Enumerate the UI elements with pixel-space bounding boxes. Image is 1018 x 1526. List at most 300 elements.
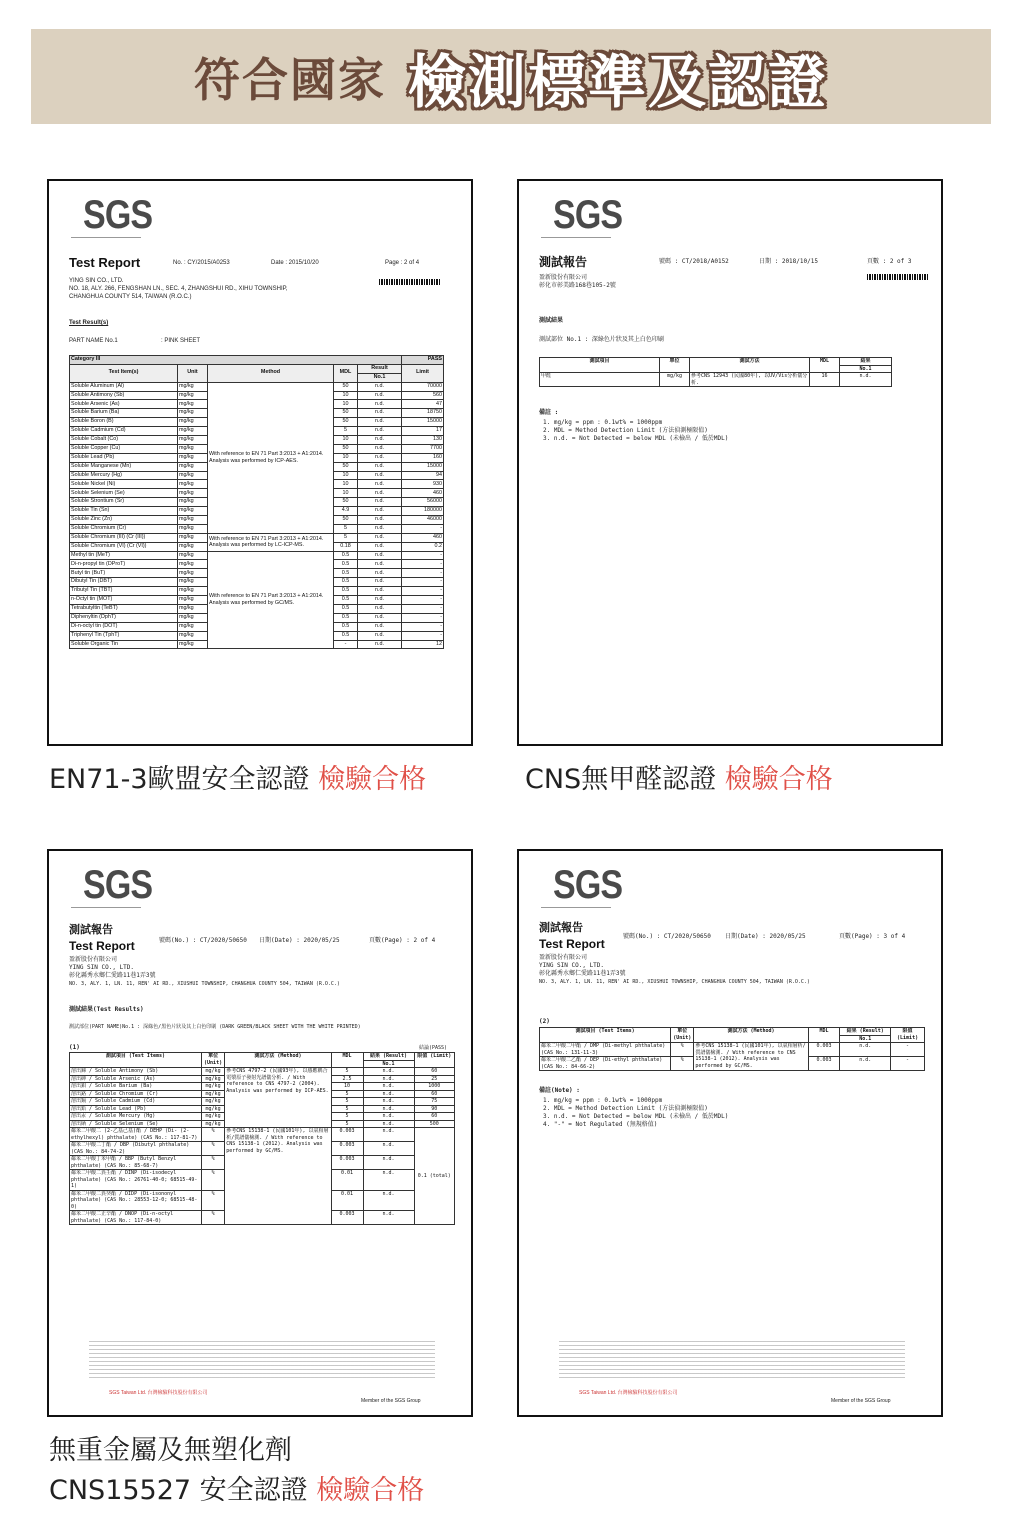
row-result: n.d. [358,560,402,569]
header-unit: 單位 [660,358,690,373]
row-mdl: 50 [334,462,358,471]
footer-company: SGS Taiwan Ltd. 台灣檢驗科技股份有限公司 [579,1390,678,1396]
row-unit: mg/kg [178,400,208,409]
row-item: Soluble Antimony (Sb) [70,391,178,400]
row-mdl: 5 [331,1090,363,1098]
row-item: Soluble Nickel (Ni) [70,480,178,489]
row-unit: mg/kg [178,516,208,525]
row-result: n.d. [363,1105,414,1113]
row-mdl: 5 [331,1068,363,1076]
row-result: n.d. [358,498,402,507]
report-page: 頁數 : 2 of 3 [867,258,912,265]
report-number: No. : CY/2015/A0253 [173,260,230,266]
row-unit: mg/kg [201,1068,224,1076]
row-item: Soluble Copper (Cu) [70,444,178,453]
report-page: Page : 2 of 4 [385,260,420,266]
row-mdl: 0.003 [331,1211,363,1225]
note-item: 3. n.d. = Not Detected = below MDL (未檢出 / 低於MDL) [543,1113,729,1120]
row-unit: % [201,1170,224,1191]
footer-company: SGS Taiwan Ltd. 台灣檢驗科技股份有限公司 [109,1390,208,1396]
row-mdl: 2.5 [331,1075,363,1083]
row-item: Soluble Cadmium (Cd) [70,427,178,436]
company-name: YING SIN CO., LTD. [69,278,124,284]
row-unit: mg/kg [201,1105,224,1113]
row-unit: mg/kg [178,498,208,507]
row-unit: mg/kg [178,533,208,542]
row-unit: mg/kg [178,427,208,436]
row-limit: 94 [402,471,444,480]
header-no1: No.1 [358,373,402,382]
row-mdl: 50 [334,418,358,427]
row-item: Soluble Organic Tin [70,640,178,649]
row-result: n.d. [363,1211,414,1225]
row-mdl: 0.5 [334,622,358,631]
company-address: 彰化市彰美路168巷105-2號 [539,282,616,289]
row-mdl: 10 [334,436,358,445]
part-name: 測試部位 No.1 : 深綠色片狀及其上白色印刷 [539,336,664,343]
row-item: Butyl tin (BuT) [70,569,178,578]
row-result: n.d. [358,471,402,480]
row-mdl: 10 [331,1083,363,1091]
row-mdl: 0.003 [331,1156,363,1170]
sgs-logo: SGS [83,193,153,237]
notes-title: 備註(Note) : [539,1087,580,1094]
row-mdl: 0.003 [808,1057,840,1071]
report-number: 號碼(No.) : CT/2020/50650 [623,933,711,940]
logo-underline [541,907,611,908]
row-unit: mg/kg [178,560,208,569]
row-limit: 7700 [402,444,444,453]
row-result: n.d. [840,1057,891,1071]
row-method: 參考CNS 15138-1 (民國101年), 以氣相層析/質譜儀檢測. / With reference to CNS 15138-1 (2012). Analysis was performed by GC/MS. [225,1128,331,1225]
section-label: (2) [539,1018,550,1025]
footer-member: Member of the SGS Group [831,1398,891,1404]
row-limit: 60 [414,1090,454,1098]
header-unit: Unit [178,364,208,382]
row-item: 溶出鉛 / Soluble Lead (Pb) [70,1105,202,1113]
report-heading: Test Report [69,255,141,270]
row-mdl: 5 [334,427,358,436]
row-result: n.d. [358,631,402,640]
table-row [70,382,444,391]
banner-prefix: 符合國家 [193,52,386,107]
row-item: Soluble Chromium (VI) (Cr (VI)) [70,542,178,551]
row-unit: mg/kg [178,640,208,649]
header-unit: 單位 (Unit) [201,1053,224,1068]
header-no1: No.1 [840,365,892,373]
note-item: 4. "-" = Not Regulated (無規格值) [543,1121,658,1128]
row-item: 甲醛 [540,373,660,387]
row-limit: - [402,631,444,640]
row-limit: 0.1 (total) [414,1128,454,1225]
en71-results-table [69,355,444,649]
row-limit: 930 [402,480,444,489]
row-unit: mg/kg [178,613,208,622]
row-limit: 460 [402,533,444,542]
row-result: n.d. [358,551,402,560]
row-item: Soluble Mercury (Hg) [70,471,178,480]
row-limit: 500 [414,1120,454,1128]
row-limit: 160 [402,453,444,462]
row-item: Di-n-octyl tin (DOT) [70,622,178,631]
row-item: 鄰苯二甲酸二甲酯 / DMP (Di-methyl phthalate) (CAS No.: 131-11-3) [540,1043,671,1057]
address: NO. 3, ALY. 1, LN. 11, REN' AI RD., XIUSHUI TOWNSHIP, CHANGHUA COUNTY 504, TAIWAN (R.O.C.) [539,979,810,985]
report-page: 頁數(Page) : 2 of 4 [369,937,436,944]
address-zh: 彰化縣秀水鄉仁愛路11巷1弄3號 [539,970,626,977]
row-unit: mg/kg [201,1113,224,1121]
row-limit: 70000 [402,382,444,391]
report-date: 日期 : 2018/10/15 [759,258,818,265]
row-item: 溶出鎘 / Soluble Cadmium (Cd) [70,1098,202,1106]
row-limit: 60 [414,1113,454,1121]
caption-status: 檢驗合格 [316,1475,425,1506]
row-unit: mg/kg [178,418,208,427]
row-item: Soluble Selenium (Se) [70,489,178,498]
notes-title: 備註 : [539,409,559,416]
formaldehyde-table [539,357,892,387]
row-item: Soluble Tin (Sn) [70,507,178,516]
row-result: n.d. [358,613,402,622]
row-result: n.d. [358,569,402,578]
row-mdl: 0.5 [334,596,358,605]
row-result: n.d. [358,427,402,436]
row-mdl: 50 [334,409,358,418]
row-item: Soluble Boron (B) [70,418,178,427]
header-result: 結果 (Result) [840,1028,891,1036]
row-item: Soluble Chromium (Cr) [70,524,178,533]
row-item: Diphenyltin (DphT) [70,613,178,622]
row-result: n.d. [358,409,402,418]
row-unit: mg/kg [178,444,208,453]
row-limit: 15000 [402,462,444,471]
row-item: Soluble Arsenic (As) [70,400,178,409]
company-name: YING SIN CO., LTD. [539,962,605,969]
row-limit: 560 [402,391,444,400]
row-limit: - [402,596,444,605]
row-result: n.d. [363,1075,414,1083]
header-mdl: MDL [331,1053,363,1068]
part-name: 測試部位(PART NAME)No.1 : 深綠色/黑色片狀及其上白色印刷 (DARK GREEN/BLACK SHEET WITH THE WHITE PRINTED) [69,1024,361,1030]
row-mdl: 50 [334,444,358,453]
note-item: 1. mg/kg = ppm : 0.1wt% = 1000ppm [543,419,663,426]
row-mdl: 0.5 [334,578,358,587]
row-item: 鄰苯二甲酸二正辛酯 / DNOP (Di-n-octyl phthalate) (CAS No.: 117-84-0) [70,1211,202,1225]
row-unit: % [201,1142,224,1156]
table-row [70,533,444,542]
row-mdl: 10 [334,489,358,498]
row-unit: mg/kg [178,382,208,391]
row-unit: mg/kg [178,524,208,533]
row-limit: 90 [414,1105,454,1113]
cns15527-table-2 [539,1027,925,1071]
row-mdl: - [334,640,358,649]
row-item: 溶出銻 / Soluble Antimony (Sb) [70,1068,202,1076]
row-item: Triphenyl Tin (TphT) [70,631,178,640]
row-unit: mg/kg [178,507,208,516]
row-item: Soluble Barium (Ba) [70,409,178,418]
row-mdl: 4.9 [334,507,358,516]
header-result: 結果 (Result) [363,1053,414,1061]
row-item: 溶出砷 / Soluble Arsenic (As) [70,1075,202,1083]
part-name-label: PART NAME No.1 [69,338,118,344]
row-mdl: 10 [334,400,358,409]
caption-heavy-metal-line1 [49,1428,292,1467]
row-result: n.d. [358,382,402,391]
address-zh: 彰化縣秀水鄉仁愛路11巷1弄3號 [69,972,156,979]
logo-underline [71,237,141,238]
company-name: 盈新股份有限公司 [539,274,588,281]
row-item: 鄰苯二甲酸二乙酯 / DEP (Di-ethyl phthalate) (CAS No.: 84-66-2) [540,1057,671,1071]
row-item: 溶出鉻 / Soluble Chromium (Cr) [70,1090,202,1098]
row-item: 鄰苯二甲酸二 (2-乙基己基)酯 / DEHP (Di- (2-ethylhexyl) phthalate) (CAS No.: 117-81-7) [70,1128,202,1142]
row-result: n.d. [840,373,892,387]
row-item: Soluble Manganese (Mn) [70,462,178,471]
sgs-logo: SGS [553,863,623,907]
row-unit: mg/kg [178,587,208,596]
report-date: 日期(Date) : 2020/05/25 [259,937,340,944]
row-unit: % [201,1156,224,1170]
header-method: 測試方法 (Method) [225,1053,331,1068]
row-limit: 1000 [414,1083,454,1091]
row-limit: 56000 [402,498,444,507]
results-title: 測試結果 [539,317,564,324]
logo-underline [71,907,141,908]
row-unit: mg/kg [178,569,208,578]
row-unit: mg/kg [178,551,208,560]
address: NO. 3, ALY. 1, LN. 11, REN' AI RD., XIUSHUI TOWNSHIP, CHANGHUA COUNTY 504, TAIWAN (R.O.C.) [69,981,340,987]
row-unit: % [201,1190,224,1211]
row-result: n.d. [358,444,402,453]
row-limit: - [402,622,444,631]
row-unit: mg/kg [201,1075,224,1083]
row-mdl: 0.003 [331,1142,363,1156]
row-unit: mg/kg [178,391,208,400]
row-result: n.d. [358,596,402,605]
row-limit: 12 [402,640,444,649]
row-result: n.d. [840,1043,891,1057]
row-result: n.d. [358,524,402,533]
header-result: Result [358,364,402,373]
caption-label-line1: 無重金屬及無塑化劑 [49,1435,292,1466]
row-result: n.d. [358,400,402,409]
title-banner [31,29,991,124]
row-result: n.d. [358,436,402,445]
row-mdl: 0.003 [808,1043,840,1057]
row-result: n.d. [363,1170,414,1191]
cns15527-table [69,1052,455,1225]
certificate-en71 [47,179,473,746]
row-item: n-Octyl tin (MOT) [70,596,178,605]
barcode [379,279,441,285]
certificate-cns15527-page2 [47,849,473,1417]
row-result: n.d. [363,1090,414,1098]
part-name: : PINK SHEET [161,338,201,344]
row-mdl: 5 [331,1105,363,1113]
header-method: 測試方法 (Method) [694,1028,808,1043]
header-item: 測試項目 (Test Items) [70,1053,202,1068]
header-mdl: MDL [808,1028,840,1043]
row-unit: mg/kg [178,542,208,551]
header-method: 測試方法 [690,358,810,373]
row-result: n.d. [363,1098,414,1106]
row-unit: mg/kg [178,471,208,480]
logo-underline [541,237,611,238]
row-limit: 25 [414,1075,454,1083]
header-result: 結果 [840,358,892,366]
row-result: n.d. [358,462,402,471]
header-item: Test Item(s) [70,364,178,382]
row-method: With reference to EN 71 Part 3:2013 + A1:2014. Analysis was performed by LC-ICP-MS. [208,533,334,551]
table-row [540,373,892,387]
row-limit: - [402,569,444,578]
row-unit: mg/kg [178,631,208,640]
row-result: n.d. [363,1142,414,1156]
sgs-logo: SGS [553,193,623,237]
row-limit: - [891,1057,925,1071]
row-result: n.d. [363,1128,414,1142]
row-unit: mg/kg [178,453,208,462]
row-limit: 17 [402,427,444,436]
row-item: 鄰苯二甲酸丁苯甲酯 / BBP (Butyl Benzyl phthalate) (CAS No.: 85-68-7) [70,1156,202,1170]
row-result: n.d. [358,578,402,587]
row-unit: mg/kg [178,604,208,613]
category-label: Category III [70,356,402,365]
row-limit: - [402,524,444,533]
row-mdl: 0.5 [334,604,358,613]
row-mdl: 50 [334,382,358,391]
row-item: Soluble Cobalt (Co) [70,436,178,445]
row-result: n.d. [363,1113,414,1121]
row-limit: 60 [414,1068,454,1076]
report-number: 號碼(No.) : CT/2020/50650 [159,937,247,944]
note-item: 2. MDL = Method Detection Limit (方法偵測極限值) [543,427,708,434]
address-line-2: CHANGHUA COUNTY 514, TAIWAN (R.O.C.) [69,294,192,300]
row-item: 溶出硒 / Soluble Selenium (Se) [70,1120,202,1128]
row-item: Di-n-propyl tin (DProT) [70,560,178,569]
row-unit: mg/kg [201,1120,224,1128]
row-unit: mg/kg [201,1083,224,1091]
row-mdl: 10 [334,453,358,462]
row-mdl: 0.5 [334,551,358,560]
caption-status: 檢驗合格 [724,764,833,795]
report-date: 日期(Date) : 2020/05/25 [725,933,806,940]
row-result: n.d. [358,640,402,649]
header-item: 測試項目 (Test Items) [540,1028,671,1043]
header-limit: Limit [402,364,444,382]
caption-status: 檢驗合格 [318,764,427,795]
address-line-1: NO. 18, ALY. 266, FENGSHAN LN., SEC. 4, ZHANGSHUI RD., XIHU TOWNSHIP, [69,286,288,292]
row-unit: % [201,1128,224,1142]
row-result: n.d. [363,1083,414,1091]
note-item: 2. MDL = Method Detection Limit (方法偵測極限值) [543,1105,708,1112]
row-result: n.d. [358,507,402,516]
row-result: n.d. [358,480,402,489]
row-result: n.d. [358,391,402,400]
row-unit: % [671,1043,694,1057]
row-item: Methyl tin (MeT) [70,551,178,560]
table-row [70,551,444,560]
row-limit: - [891,1043,925,1057]
row-method: 參考CNS 4797-2 (民國93年), 以感應耦合電漿原子發射光譜儀分析. / With reference to CNS 4797-2 (2004). Analysis was performed by ICP-AES. [225,1068,331,1128]
header-no1: No.1 [363,1060,414,1068]
note-item: 1. mg/kg = ppm : 0.1wt% = 1000ppm [543,1097,663,1104]
row-item: 溶出鋇 / Soluble Barium (Ba) [70,1083,202,1091]
row-mdl: 0.5 [334,569,358,578]
header-no1: No.1 [840,1035,891,1043]
row-unit: mg/kg [201,1090,224,1098]
row-result: n.d. [363,1120,414,1128]
row-limit: 0.2 [402,542,444,551]
row-limit: 130 [402,436,444,445]
row-limit: 18750 [402,409,444,418]
row-limit: 75 [414,1098,454,1106]
row-mdl: 5 [331,1098,363,1106]
row-result: n.d. [363,1156,414,1170]
row-mdl: 5 [331,1120,363,1128]
row-item: 鄰苯二甲酸二異壬酯 / DINP (Di-isodecyl phthalate) (CAS No.: 26761-40-0; 68515-49-1) [70,1170,202,1191]
header-limit: 限值 (Limit) [414,1053,454,1068]
row-unit: mg/kg [178,462,208,471]
row-mdl: 0.01 [331,1170,363,1191]
row-result: n.d. [358,516,402,525]
row-result: n.d. [358,489,402,498]
row-item: 溶出汞 / Soluble Mercury (Hg) [70,1113,202,1121]
report-heading: Test Report [539,937,605,951]
row-mdl: 0.5 [334,587,358,596]
report-heading-zh: 測試報告 [69,923,113,936]
certificate-cns-formaldehyde [517,179,943,746]
caption-en71 [49,757,426,796]
row-mdl: 0.5 [334,560,358,569]
caption-label: CNS15527 安全認證 [49,1475,308,1506]
footer-fine-print [559,1341,905,1381]
row-limit: 46000 [402,516,444,525]
row-mdl: 0.01 [331,1190,363,1211]
row-result: n.d. [363,1190,414,1211]
row-unit: mg/kg [178,409,208,418]
row-item: 鄰苯二甲酸二異癸酯 / DIDP (Di-isononyl phthalate) (CAS No.: 28553-12-0; 68515-48-0) [70,1190,202,1211]
row-unit: % [671,1057,694,1071]
report-number: 號碼 : CT/2018/A0152 [659,258,729,265]
section-label: (1) [69,1044,80,1051]
row-limit: 460 [402,489,444,498]
row-unit: mg/kg [178,578,208,587]
report-heading: 測試報告 [539,255,588,269]
row-mdl: 5 [331,1113,363,1121]
row-item: Soluble Strontium (Sr) [70,498,178,507]
table-row [70,1068,455,1076]
row-unit: % [201,1211,224,1225]
row-result: n.d. [358,542,402,551]
row-result: n.d. [358,622,402,631]
row-mdl: 50 [334,516,358,525]
caption-label: EN71-3歐盟安全認證 [49,764,310,795]
report-heading-zh: 測試報告 [539,921,583,934]
barcode [867,274,929,280]
row-limit: - [402,578,444,587]
company-name-zh: 盈新股份有限公司 [539,954,588,961]
row-method: With reference to EN 71 Part 3:2013 + A1:2014. Analysis was performed by GC/MS. [208,551,334,649]
report-heading: Test Report [69,939,135,953]
row-unit: mg/kg [178,596,208,605]
row-result: n.d. [358,533,402,542]
row-item: Soluble Zinc (Zn) [70,516,178,525]
row-limit: 180000 [402,507,444,516]
certificate-cns15527-page3 [517,849,943,1417]
row-item: Tetrabutyltin (TeBT) [70,604,178,613]
row-method: 參考CNS 15138-1 (民國101年), 以氣相層析/質譜儀檢測. / With reference to CNS 15138-1 (2012). Analysis was performed by GC/MS. [694,1043,808,1071]
pass-label: 結論(PASS) [419,1045,448,1051]
